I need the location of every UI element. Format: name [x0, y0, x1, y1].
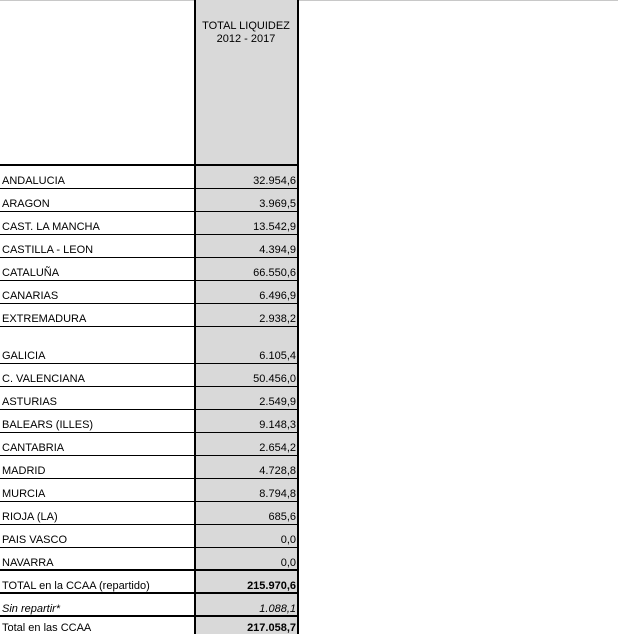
- table-row: [0, 327, 298, 364]
- table-row: [0, 166, 298, 189]
- table-row: [0, 456, 298, 479]
- table-row: [0, 410, 298, 433]
- region-value: 0,0: [280, 557, 296, 569]
- region-name: CANTABRIA: [2, 442, 65, 454]
- region-value: 6.105,4: [259, 350, 296, 362]
- region-name: CANARIAS: [2, 290, 59, 302]
- table-row: [0, 502, 298, 525]
- region-name: EXTREMADURA: [2, 313, 87, 325]
- region-name: CAST. LA MANCHA: [2, 221, 100, 233]
- grand-total-value: 217.058,7: [247, 622, 296, 634]
- region-name: ASTURIAS: [2, 396, 58, 408]
- region-name: RIOJA (LA): [2, 511, 58, 523]
- region-value: 4.728,8: [259, 465, 296, 477]
- region-value: 2.938,2: [259, 313, 296, 325]
- undistributed-label: Sin repartir*: [2, 603, 61, 615]
- total-value: 215.970,6: [247, 580, 296, 592]
- region-value: 2.654,2: [259, 442, 296, 454]
- column-header-line2: 2012 - 2017: [216, 33, 276, 45]
- total-row-distributed: [0, 571, 298, 594]
- table-row: [0, 364, 298, 387]
- region-name: NAVARRA: [2, 557, 54, 569]
- region-name: ARAGON: [2, 198, 50, 210]
- total-label: TOTAL en la CCAA (repartido): [2, 580, 150, 592]
- grand-total-row: [0, 617, 298, 634]
- region-value: 685,6: [268, 511, 296, 523]
- region-value: 3.969,5: [259, 198, 296, 210]
- region-name: MADRID: [2, 465, 46, 477]
- table-row: [0, 258, 298, 281]
- column-header: [195, 20, 297, 46]
- region-value: 6.496,9: [259, 290, 296, 302]
- region-value: 13.542,9: [253, 221, 296, 233]
- table-row: [0, 548, 298, 571]
- region-name: CATALUÑA: [2, 267, 60, 279]
- region-value: 2.549,9: [259, 396, 296, 408]
- region-value: 4.394,9: [259, 244, 296, 256]
- table-row: [0, 189, 298, 212]
- region-value: 50.456,0: [253, 373, 296, 385]
- region-name: BALEARS (ILLES): [2, 419, 94, 431]
- region-name: MURCIA: [2, 488, 46, 500]
- undistributed-row: [0, 594, 298, 617]
- region-name: PAIS VASCO: [2, 534, 68, 546]
- region-name: CASTILLA - LEON: [2, 244, 94, 256]
- region-name: C. VALENCIANA: [2, 373, 85, 385]
- region-value: 32.954,6: [253, 175, 296, 187]
- region-value: 66.550,6: [253, 267, 296, 279]
- region-value: 9.148,3: [259, 419, 296, 431]
- table-row: [0, 479, 298, 502]
- table-row: [0, 304, 298, 327]
- grand-total-label: Total en las CCAA: [2, 622, 92, 634]
- undistributed-value: 1.088,1: [259, 603, 296, 615]
- table-row: [0, 525, 298, 548]
- region-name: GALICIA: [2, 350, 46, 362]
- table-row: [0, 433, 298, 456]
- column-header-line1: TOTAL LIQUIDEZ: [202, 20, 290, 32]
- region-name: ANDALUCIA: [2, 175, 65, 187]
- region-value: 8.794,8: [259, 488, 296, 500]
- table-row: [0, 235, 298, 258]
- table-row: [0, 281, 298, 304]
- table-row: [0, 387, 298, 410]
- top-border: [0, 0, 618, 1]
- table-row: [0, 212, 298, 235]
- region-value: 0,0: [280, 534, 296, 546]
